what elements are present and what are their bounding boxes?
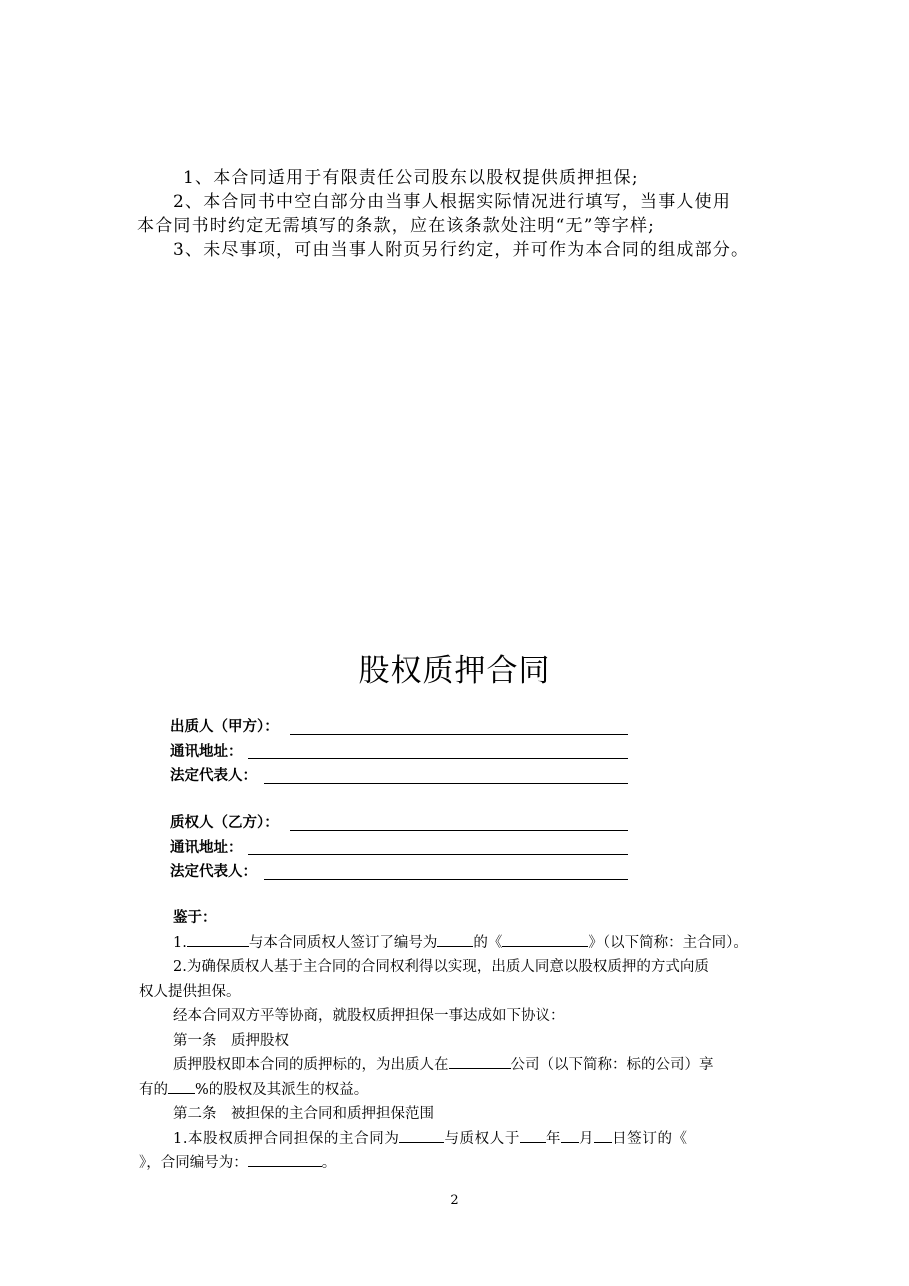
party-b-rep-field[interactable] <box>264 879 628 880</box>
party-a-address-field[interactable] <box>248 758 628 759</box>
article-2-title: 第二条 被担保的主合同和质押担保范围 <box>173 1106 434 1122</box>
agreement-statement: 经本合同双方平等协商，就股权质押担保一事达成如下协议： <box>173 1008 565 1024</box>
instruction-1: 1、本合同适用于有限责任公司股东以股权提供质押担保; <box>183 168 639 188</box>
contract-body <box>139 906 784 1176</box>
month-blank[interactable] <box>561 1128 579 1143</box>
recital-2-cont: 权人提供担保。 <box>139 983 241 1000</box>
recital-2: 2.为确保质权人基于主合同的合同权利得以实现，出质人同意以股权质押的方式向质 <box>173 959 709 975</box>
main-contract-party-blank[interactable] <box>187 932 249 947</box>
party-a-rep-field[interactable] <box>264 783 628 784</box>
article-2-text-c: 日签订的《 <box>612 1130 688 1147</box>
contract-name-blank[interactable] <box>502 932 588 947</box>
article-2-text-b: 与质权人于 <box>444 1130 520 1147</box>
equity-percent-blank[interactable] <box>168 1079 195 1094</box>
article-1-text-d: %的股权及其派生的权益。 <box>195 1081 369 1098</box>
main-contract-blank[interactable] <box>399 1128 444 1143</box>
article-2-text-e: 。 <box>321 1155 337 1171</box>
article-2-text-cont <box>139 1151 784 1176</box>
pledgee-field[interactable] <box>290 830 628 831</box>
party-a-block <box>170 715 630 789</box>
recital-1 <box>139 931 784 956</box>
contract-number-blank[interactable] <box>437 932 473 947</box>
whereas-heading: 鉴于： <box>173 910 217 926</box>
pledgee-label: 质权人（乙方）： <box>170 815 279 831</box>
year-blank[interactable] <box>520 1128 546 1143</box>
party-b-address-row <box>170 836 630 861</box>
recital-1-text-2: 的《 <box>473 934 503 951</box>
article-2-text-a: 1.本股权质押合同担保的主合同为 <box>173 1130 400 1147</box>
instruction-2: 2、本合同书中空白部分由当事人根据实际情况进行填写，当事人使用 <box>173 192 732 212</box>
pledgee-row <box>170 811 630 836</box>
party-b-rep-label: 法定代表人： <box>170 864 257 880</box>
party-b-rep-row <box>170 860 630 885</box>
recital-1-number: 1. <box>173 934 187 951</box>
pledgor-label: 出质人（甲方）： <box>170 719 279 735</box>
party-b-address-field[interactable] <box>248 854 628 855</box>
instruction-3: 3、未尽事项，可由当事人附页另行约定，并可作为本合同的组成部分。 <box>173 240 750 260</box>
article-1-text-c: 有的 <box>139 1081 168 1098</box>
party-a-rep-label: 法定代表人： <box>170 768 257 784</box>
month-label: 月 <box>579 1130 595 1147</box>
instructions <box>137 166 777 262</box>
pledgor-field[interactable] <box>290 734 628 735</box>
article-1-title: 第一条 质押股权 <box>173 1032 289 1049</box>
party-b-address-label: 通讯地址： <box>170 839 243 856</box>
recital-1-text-3: 》（以下简称：主合同）。 <box>588 934 748 951</box>
party-a-address-row <box>170 740 630 765</box>
article-2-text <box>139 1127 784 1152</box>
page-title: 股权质押合同 <box>358 653 551 689</box>
pledgor-row <box>170 715 630 740</box>
party-a-address-label: 通讯地址： <box>170 743 243 760</box>
party-a-rep-row <box>170 764 630 789</box>
instruction-2-cont: 本合同书时约定无需填写的条款，应在该条款处注明“无”等字样; <box>137 216 656 236</box>
recital-1-text: 与本合同质权人签订了编号为 <box>248 934 438 951</box>
article-2-text-d: 》，合同编号为： <box>139 1155 248 1171</box>
article-1-text-cont <box>139 1078 784 1103</box>
year-label: 年 <box>545 1130 562 1147</box>
contract-number-blank-2[interactable] <box>248 1152 322 1167</box>
article-1-text <box>139 1053 784 1078</box>
article-1-text-a: 质押股权即本合同的质押标的，为出质人在 <box>173 1057 449 1073</box>
article-1-text-b: 公司（以下简称：标的公司）享 <box>510 1057 714 1073</box>
target-company-blank[interactable] <box>449 1054 511 1069</box>
party-b-block <box>170 811 630 885</box>
page-number: 2 <box>450 1193 459 1208</box>
day-blank[interactable] <box>594 1128 612 1143</box>
